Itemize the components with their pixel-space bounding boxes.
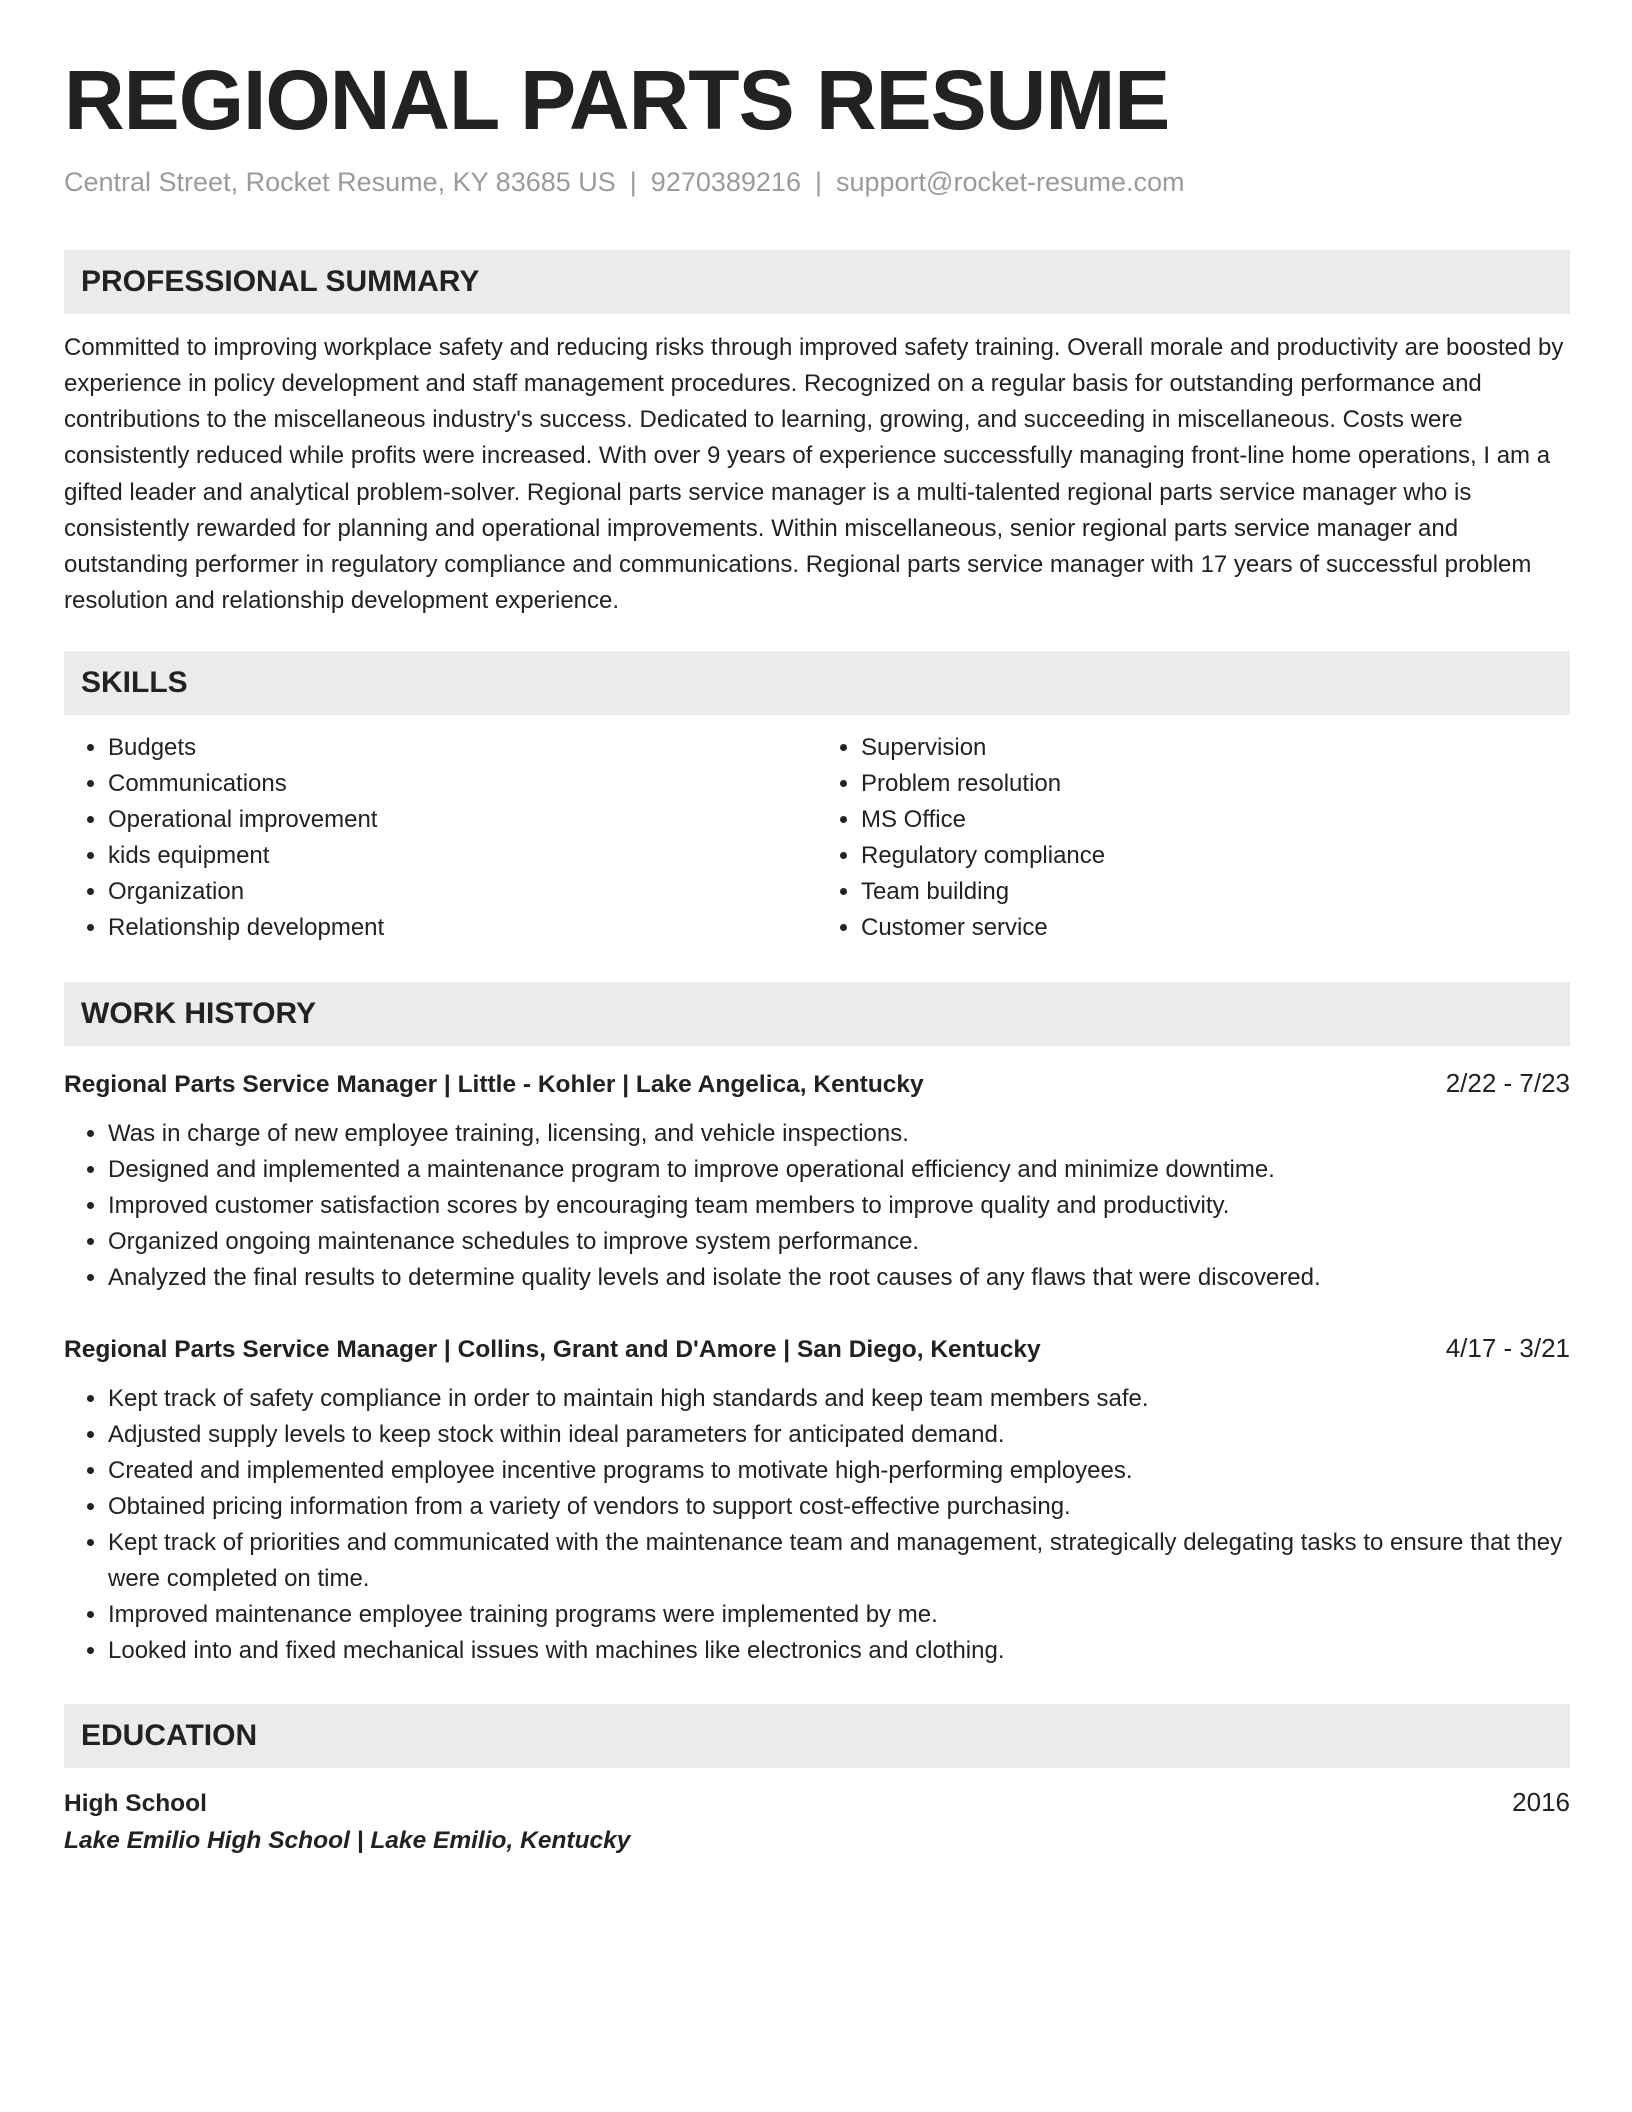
job-bullet: • Kept track of priorities and communicated with the maintenance team and management, strategically delegating tasks to ensure that they were completed on time. [108,1525,1570,1597]
skills-list [64,730,1570,946]
summary-heading: PROFESSIONAL SUMMARY [64,250,1570,314]
skill-item: • Budgets [108,730,817,766]
job-bullets [64,1381,1570,1669]
job-dates: 4/17 - 3/21 [1445,1333,1570,1364]
education-heading: EDUCATION [64,1704,1570,1768]
skill-item: • Customer service [861,910,1570,946]
job-bullet: • Analyzed the final results to determine quality levels and isolate the root causes of any flaws that were discovered. [108,1260,1570,1296]
contact-phone: 9270389216 [650,166,801,197]
skills-heading: SKILLS [64,651,1570,715]
contact-separator: | [814,166,822,197]
education-school: Lake Emilio High School | Lake Emilio, Kentucky [64,1827,631,1855]
job-bullet: • Organized ongoing maintenance schedules to improve system performance. [108,1224,1570,1260]
job-bullet: • Improved maintenance employee training programs were implemented by me. [108,1597,1570,1633]
skill-item: • Regulatory compliance [861,838,1570,874]
contact-separator: | [629,166,637,197]
skills-column-right [817,730,1570,946]
job-bullet: • Designed and implemented a maintenance program to improve operational efficiency and minimize downtime. [108,1152,1570,1188]
education-degree: High School [64,1790,207,1818]
education-year: 2016 [1512,1787,1570,1818]
skill-item: • Team building [861,874,1570,910]
resume-page [64,0,1570,1860]
job-header [64,1065,1570,1103]
contact-address: Central Street, Rocket Resume, KY 83685 US [64,166,616,197]
job-bullet: • Kept track of safety compliance in order to maintain high standards and keep team members safe. [108,1381,1570,1417]
job-bullets [64,1116,1570,1296]
skill-item: • Communications [108,766,817,802]
education-entry [64,1784,1570,1860]
job-bullet: • Obtained pricing information from a variety of vendors to support cost-effective purchasing. [108,1489,1570,1525]
job-bullet: • Was in charge of new employee training, licensing, and vehicle inspections. [108,1116,1570,1152]
job-bullet: • Adjusted supply levels to keep stock within ideal parameters for anticipated demand. [108,1417,1570,1453]
skills-column-left [64,730,817,946]
skill-item: • Problem resolution [861,766,1570,802]
job-bullet: • Improved customer satisfaction scores by encouraging team members to improve quality and productivity. [108,1188,1570,1224]
skill-item: • Relationship development [108,910,817,946]
skill-item: • Organization [108,874,817,910]
summary-text: Committed to improving workplace safety and reducing risks through improved safety training. Overall morale and productivity are boosted by experience in policy development and staff management procedures. Recognized on a regular basis for outstanding performance and contributions to the miscellaneous industry's success. Dedicated to learning, growing, and succeeding in miscellaneous. Costs were consistently reduced while profits were increased. With over 9 years of experience successfully managing front-line home operations, I am a gifted leader and analytical problem-solver. Regional parts service manager is a multi-talented regional parts service manager who is consistently rewarded for planning and operational improvements. Within miscellaneous, senior regional parts service manager and outstanding performer in regulatory compliance and communications. Regional parts service manager with 17 years of successful problem resolution and relationship development experience. [64,333,1564,615]
skill-item: • Operational improvement [108,802,817,838]
work-history-heading: WORK HISTORY [64,982,1570,1046]
job-title: Regional Parts Service Manager | Collins, Grant and D'Amore | San Diego, Kentucky [64,1336,1041,1364]
skill-item: • kids equipment [108,838,817,874]
job-header [64,1330,1570,1368]
skill-item: • MS Office [861,802,1570,838]
job-entry [64,1330,1570,1669]
job-bullet: • Created and implemented employee incentive programs to motivate high-performing employees. [108,1453,1570,1489]
resume-title: REGIONAL PARTS RESUME [64,53,1170,147]
job-entry [64,1065,1570,1296]
contact-line [64,165,1570,200]
skill-item: • Supervision [861,730,1570,766]
job-dates: 2/22 - 7/23 [1445,1068,1570,1099]
job-bullet: • Looked into and fixed mechanical issues with machines like electronics and clothing. [108,1633,1570,1669]
contact-email: support@rocket-resume.com [835,166,1185,197]
education-header [64,1784,1570,1822]
job-title: Regional Parts Service Manager | Little - Kohler | Lake Angelica, Kentucky [64,1071,924,1099]
